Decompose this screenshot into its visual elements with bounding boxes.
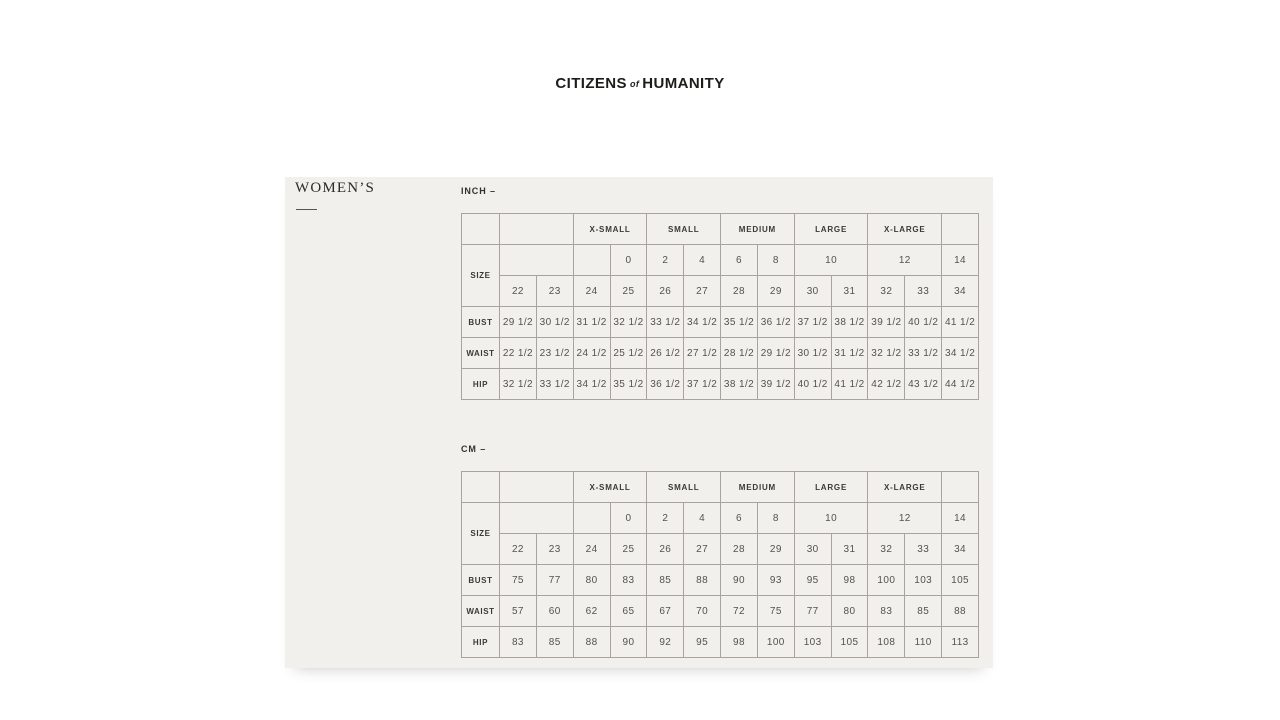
numeric-size-cell: 0 bbox=[610, 503, 647, 534]
brand-citizens: CITIZENS bbox=[555, 75, 627, 92]
measurement-row-label: WAIST bbox=[462, 338, 500, 369]
empty-header-cell bbox=[500, 472, 574, 503]
base-size-cell: 33 bbox=[905, 534, 942, 565]
measurement-cell: 95 bbox=[794, 565, 831, 596]
corner-cell bbox=[462, 472, 500, 503]
base-size-cell: 24 bbox=[573, 276, 610, 307]
measurement-cell: 105 bbox=[942, 565, 979, 596]
measurement-cell: 77 bbox=[794, 596, 831, 627]
numeric-size-cell: 10 bbox=[794, 503, 868, 534]
measurement-cell: 75 bbox=[500, 565, 537, 596]
measurement-cell: 41 1/2 bbox=[942, 307, 979, 338]
group-header-cell: X-SMALL bbox=[573, 472, 647, 503]
measurement-cell: 27 1/2 bbox=[684, 338, 721, 369]
measurement-cell: 65 bbox=[610, 596, 647, 627]
group-header-cell: X-LARGE bbox=[868, 472, 942, 503]
measurement-cell: 36 1/2 bbox=[647, 369, 684, 400]
measurement-cell: 31 1/2 bbox=[573, 307, 610, 338]
base-size-cell: 29 bbox=[757, 534, 794, 565]
numeric-size-cell: 12 bbox=[868, 503, 942, 534]
base-size-cell: 33 bbox=[905, 276, 942, 307]
measurement-cell: 32 1/2 bbox=[868, 338, 905, 369]
measurement-cell: 34 1/2 bbox=[684, 307, 721, 338]
measurement-cell: 42 1/2 bbox=[868, 369, 905, 400]
group-header-cell: LARGE bbox=[794, 472, 868, 503]
numeric-size-cell: 8 bbox=[757, 503, 794, 534]
measurement-cell: 100 bbox=[868, 565, 905, 596]
base-size-cell: 26 bbox=[647, 276, 684, 307]
measurement-cell: 62 bbox=[573, 596, 610, 627]
measurement-cell: 33 1/2 bbox=[905, 338, 942, 369]
measurement-cell: 34 1/2 bbox=[573, 369, 610, 400]
base-size-cell: 30 bbox=[794, 534, 831, 565]
section-heading: WOMEN’S bbox=[295, 180, 376, 196]
empty-header-cell bbox=[942, 214, 979, 245]
base-size-cell: 22 bbox=[500, 276, 537, 307]
base-size-cell: 28 bbox=[721, 276, 758, 307]
measurement-cell: 22 1/2 bbox=[500, 338, 537, 369]
empty-size-cell bbox=[500, 245, 574, 276]
numeric-size-cell: 2 bbox=[647, 503, 684, 534]
brand-logo bbox=[0, 75, 1280, 92]
measurement-row-label: HIP bbox=[462, 369, 500, 400]
group-header-cell: SMALL bbox=[647, 472, 721, 503]
empty-header-cell bbox=[942, 472, 979, 503]
cm-size-table bbox=[461, 471, 979, 658]
base-size-cell: 26 bbox=[647, 534, 684, 565]
size-row-label: SIZE bbox=[462, 245, 500, 307]
measurement-cell: 88 bbox=[573, 627, 610, 658]
group-header-cell: LARGE bbox=[794, 214, 868, 245]
measurement-cell: 88 bbox=[684, 565, 721, 596]
empty-size-cell bbox=[500, 503, 574, 534]
measurement-cell: 34 1/2 bbox=[942, 338, 979, 369]
measurement-cell: 33 1/2 bbox=[647, 307, 684, 338]
base-size-cell: 25 bbox=[610, 276, 647, 307]
base-size-cell: 24 bbox=[573, 534, 610, 565]
measurement-row-label: HIP bbox=[462, 627, 500, 658]
base-size-cell: 31 bbox=[831, 276, 868, 307]
measurement-cell: 103 bbox=[794, 627, 831, 658]
measurement-cell: 57 bbox=[500, 596, 537, 627]
numeric-size-cell: 6 bbox=[721, 245, 758, 276]
measurement-cell: 80 bbox=[573, 565, 610, 596]
cm-table-mount bbox=[461, 471, 979, 658]
measurement-cell: 40 1/2 bbox=[794, 369, 831, 400]
measurement-cell: 105 bbox=[831, 627, 868, 658]
measurement-cell: 25 1/2 bbox=[610, 338, 647, 369]
brand-of: of bbox=[629, 79, 640, 89]
cm-unit-label: CM – bbox=[461, 444, 487, 454]
numeric-size-cell: 8 bbox=[757, 245, 794, 276]
measurement-cell: 35 1/2 bbox=[610, 369, 647, 400]
measurement-cell: 38 1/2 bbox=[721, 369, 758, 400]
measurement-cell: 23 1/2 bbox=[536, 338, 573, 369]
measurement-cell: 72 bbox=[721, 596, 758, 627]
measurement-cell: 95 bbox=[684, 627, 721, 658]
measurement-cell: 67 bbox=[647, 596, 684, 627]
measurement-cell: 41 1/2 bbox=[831, 369, 868, 400]
measurement-cell: 44 1/2 bbox=[942, 369, 979, 400]
numeric-size-cell: 14 bbox=[942, 245, 979, 276]
measurement-cell: 100 bbox=[757, 627, 794, 658]
measurement-cell: 36 1/2 bbox=[757, 307, 794, 338]
measurement-cell: 35 1/2 bbox=[721, 307, 758, 338]
base-size-cell: 30 bbox=[794, 276, 831, 307]
measurement-row-label: BUST bbox=[462, 307, 500, 338]
base-size-cell: 23 bbox=[536, 276, 573, 307]
measurement-cell: 37 1/2 bbox=[794, 307, 831, 338]
measurement-cell: 39 1/2 bbox=[757, 369, 794, 400]
numeric-size-cell: 10 bbox=[794, 245, 868, 276]
measurement-cell: 26 1/2 bbox=[647, 338, 684, 369]
inch-table-mount bbox=[461, 213, 979, 400]
measurement-cell: 38 1/2 bbox=[831, 307, 868, 338]
measurement-cell: 93 bbox=[757, 565, 794, 596]
numeric-size-cell: 0 bbox=[610, 245, 647, 276]
base-size-cell: 32 bbox=[868, 534, 905, 565]
numeric-size-cell: 14 bbox=[942, 503, 979, 534]
measurement-cell: 30 1/2 bbox=[794, 338, 831, 369]
measurement-cell: 85 bbox=[536, 627, 573, 658]
base-size-cell: 27 bbox=[684, 534, 721, 565]
cm-size-chart bbox=[461, 444, 979, 658]
base-size-cell: 23 bbox=[536, 534, 573, 565]
measurement-cell: 33 1/2 bbox=[536, 369, 573, 400]
group-header-cell: X-LARGE bbox=[868, 214, 942, 245]
measurement-cell: 70 bbox=[684, 596, 721, 627]
group-header-cell: SMALL bbox=[647, 214, 721, 245]
measurement-cell: 39 1/2 bbox=[868, 307, 905, 338]
measurement-cell: 75 bbox=[757, 596, 794, 627]
measurement-cell: 43 1/2 bbox=[905, 369, 942, 400]
empty-size-cell bbox=[573, 503, 610, 534]
measurement-cell: 30 1/2 bbox=[536, 307, 573, 338]
measurement-cell: 83 bbox=[868, 596, 905, 627]
measurement-cell: 31 1/2 bbox=[831, 338, 868, 369]
empty-header-cell bbox=[500, 214, 574, 245]
measurement-cell: 108 bbox=[868, 627, 905, 658]
base-size-cell: 32 bbox=[868, 276, 905, 307]
measurement-cell: 60 bbox=[536, 596, 573, 627]
measurement-cell: 40 1/2 bbox=[905, 307, 942, 338]
numeric-size-cell: 12 bbox=[868, 245, 942, 276]
group-header-cell: X-SMALL bbox=[573, 214, 647, 245]
measurement-cell: 85 bbox=[647, 565, 684, 596]
measurement-cell: 28 1/2 bbox=[721, 338, 758, 369]
measurement-cell: 90 bbox=[721, 565, 758, 596]
heading-rule bbox=[296, 209, 317, 210]
brand-humanity: HUMANITY bbox=[642, 75, 725, 92]
base-size-cell: 27 bbox=[684, 276, 721, 307]
measurement-cell: 103 bbox=[905, 565, 942, 596]
numeric-size-cell: 4 bbox=[684, 503, 721, 534]
size-row-label: SIZE bbox=[462, 503, 500, 565]
inch-size-table bbox=[461, 213, 979, 400]
measurement-cell: 98 bbox=[831, 565, 868, 596]
measurement-cell: 98 bbox=[721, 627, 758, 658]
inch-size-chart bbox=[461, 186, 979, 400]
measurement-row-label: WAIST bbox=[462, 596, 500, 627]
measurement-cell: 113 bbox=[942, 627, 979, 658]
measurement-cell: 32 1/2 bbox=[500, 369, 537, 400]
base-size-cell: 28 bbox=[721, 534, 758, 565]
measurement-cell: 32 1/2 bbox=[610, 307, 647, 338]
measurement-cell: 80 bbox=[831, 596, 868, 627]
group-header-cell: MEDIUM bbox=[721, 472, 795, 503]
group-header-cell: MEDIUM bbox=[721, 214, 795, 245]
base-size-cell: 34 bbox=[942, 534, 979, 565]
base-size-cell: 25 bbox=[610, 534, 647, 565]
numeric-size-cell: 2 bbox=[647, 245, 684, 276]
base-size-cell: 22 bbox=[500, 534, 537, 565]
measurement-cell: 83 bbox=[610, 565, 647, 596]
measurement-cell: 37 1/2 bbox=[684, 369, 721, 400]
base-size-cell: 34 bbox=[942, 276, 979, 307]
size-chart-panel bbox=[285, 177, 993, 668]
measurement-cell: 92 bbox=[647, 627, 684, 658]
base-size-cell: 31 bbox=[831, 534, 868, 565]
measurement-cell: 88 bbox=[942, 596, 979, 627]
measurement-cell: 29 1/2 bbox=[500, 307, 537, 338]
numeric-size-cell: 6 bbox=[721, 503, 758, 534]
measurement-cell: 110 bbox=[905, 627, 942, 658]
measurement-cell: 85 bbox=[905, 596, 942, 627]
measurement-cell: 24 1/2 bbox=[573, 338, 610, 369]
measurement-row-label: BUST bbox=[462, 565, 500, 596]
base-size-cell: 29 bbox=[757, 276, 794, 307]
measurement-cell: 90 bbox=[610, 627, 647, 658]
empty-size-cell bbox=[573, 245, 610, 276]
measurement-cell: 29 1/2 bbox=[757, 338, 794, 369]
numeric-size-cell: 4 bbox=[684, 245, 721, 276]
measurement-cell: 77 bbox=[536, 565, 573, 596]
inch-unit-label: INCH – bbox=[461, 186, 496, 196]
corner-cell bbox=[462, 214, 500, 245]
measurement-cell: 83 bbox=[500, 627, 537, 658]
